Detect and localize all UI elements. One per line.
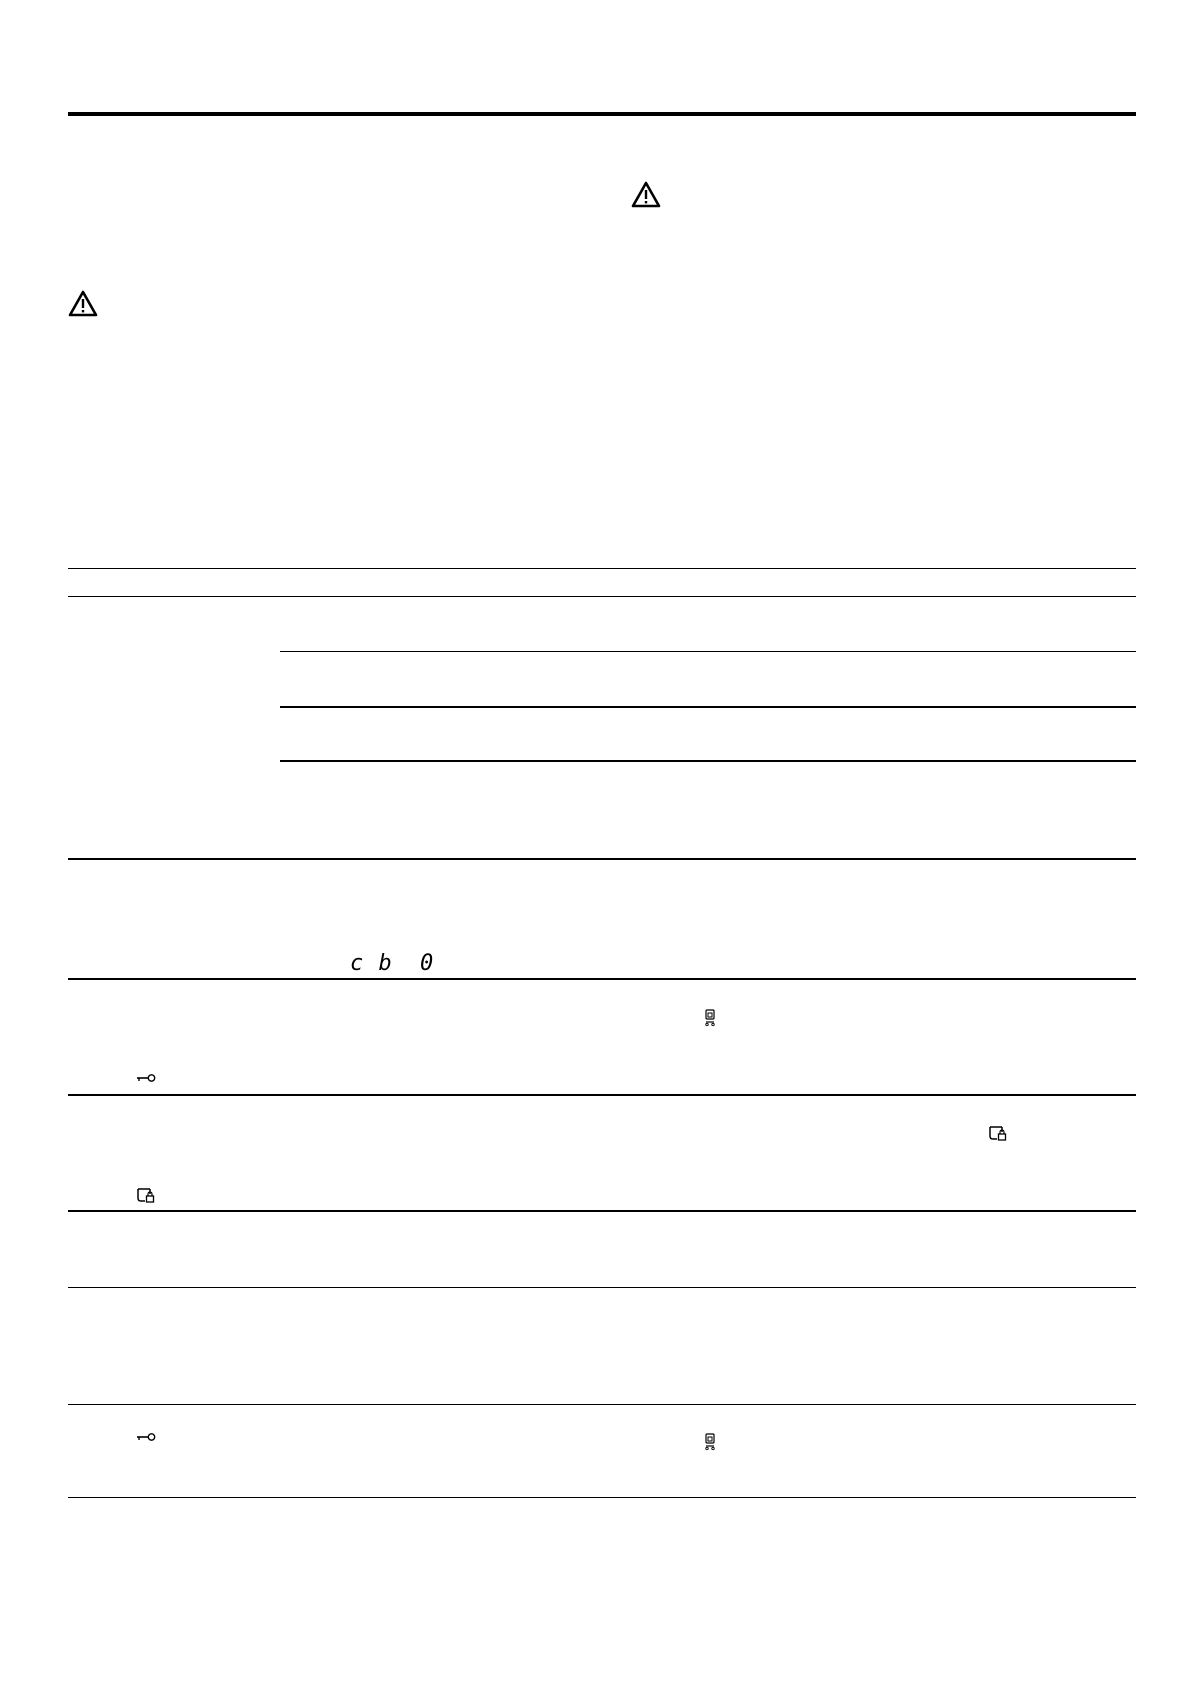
warning-triangle-icon bbox=[68, 290, 98, 317]
table-row-rule bbox=[68, 1210, 1136, 1212]
table-row-rule bbox=[68, 1404, 1136, 1405]
table-subrow-rule bbox=[280, 651, 1136, 652]
table-header-rule bbox=[68, 596, 1136, 597]
display-code-text: c b bbox=[350, 951, 393, 976]
table-row-rule bbox=[68, 858, 1136, 860]
table-row-rule bbox=[68, 1287, 1136, 1288]
key-icon bbox=[136, 1073, 156, 1083]
display-digit-text: 0 bbox=[420, 951, 435, 976]
table-bottom-rule bbox=[68, 1497, 1136, 1498]
table-row-rule bbox=[68, 1094, 1136, 1096]
key-icon bbox=[136, 1432, 156, 1442]
warning-triangle-icon bbox=[631, 181, 661, 208]
hob-lock-icon bbox=[136, 1186, 156, 1204]
cooktop-lock-icon bbox=[704, 1433, 716, 1451]
header-rule bbox=[68, 112, 1136, 116]
cooktop-lock-icon bbox=[704, 1009, 716, 1027]
table-subrow-rule bbox=[280, 706, 1136, 708]
table-subrow-rule bbox=[280, 760, 1136, 762]
table-row-rule bbox=[68, 978, 1136, 980]
table-top-rule bbox=[68, 568, 1136, 569]
hob-lock-icon bbox=[988, 1124, 1008, 1142]
